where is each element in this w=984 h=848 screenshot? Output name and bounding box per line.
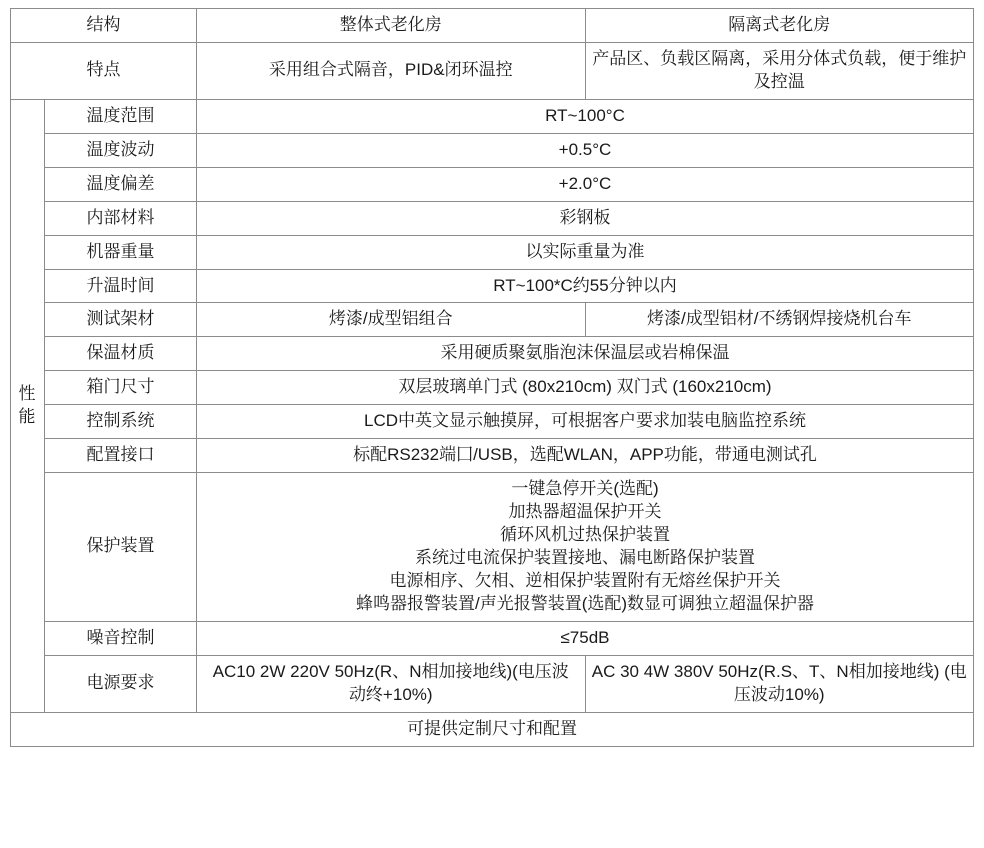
row-value-protection: [197, 473, 974, 622]
row-label-test-rack: 测试架材: [45, 303, 197, 337]
protection-line: 电源相序、欠相、逆相保护装置附有无熔丝保护开关: [389, 570, 781, 590]
table-row-temp-range: [11, 99, 974, 133]
row-label-temp-range: 温度范围: [45, 99, 197, 133]
row-label-door-size: 箱门尺寸: [45, 371, 197, 405]
row-value-temp-range: RT~100°C: [197, 99, 974, 133]
row-value-noise: ≤75dB: [197, 621, 974, 655]
header-structure: 结构: [11, 9, 197, 43]
row-value-test-rack-isolated: 烤漆/成型铝材/不绣钢焊接烧机台车: [585, 303, 974, 337]
row-value-interface: 标配RS232端囗/USB，选配WLAN，APP功能，带通电测试孔: [197, 439, 974, 473]
row-value-machine-weight: 以实际重量为准: [197, 235, 974, 269]
row-label-interface: 配置接口: [45, 439, 197, 473]
protection-line: 蜂鸣器报警装置/声光报警装置(选配)数显可调独立超温保护器: [355, 593, 815, 613]
row-label-noise: 噪音控制: [45, 621, 197, 655]
table-header-row: [11, 9, 974, 43]
row-value-door-size: 双层玻璃单门式 (80x210cm) 双门式 (160x210cm): [197, 371, 974, 405]
table-row-machine-weight: [11, 235, 974, 269]
table-row-feature: [11, 42, 974, 99]
table-row-insulation: [11, 337, 974, 371]
row-value-temp-deviation: +2.0°C: [197, 167, 974, 201]
table-row-footer: [11, 712, 974, 746]
table-row-interface: [11, 439, 974, 473]
table-row-power: [11, 655, 974, 712]
protection-line: 加热器超温保护开关: [508, 502, 662, 522]
protection-line: 循环风机过热保护装置: [500, 525, 670, 544]
header-isolated-room: 隔离式老化房: [585, 9, 974, 43]
row-label-control-system: 控制系统: [45, 405, 197, 439]
row-label-inner-material: 内部材料: [45, 201, 197, 235]
row-label-temp-deviation: 温度偏差: [45, 167, 197, 201]
row-label-insulation: 保温材质: [45, 337, 197, 371]
row-label-feature: 特点: [11, 42, 197, 99]
row-value-temp-fluctuation: +0.5°C: [197, 133, 974, 167]
table-row-inner-material: [11, 201, 974, 235]
protection-line: 系统过电流保护装置接地、漏电断路保护装置: [415, 547, 755, 567]
table-row-control-system: [11, 405, 974, 439]
row-value-insulation: 采用硬质聚氨脂泡沫保温层或岩棉保温: [197, 337, 974, 371]
feature-integrated: 采用组合式隔音，PID&闭环温控: [197, 42, 586, 99]
table-row-noise: [11, 621, 974, 655]
row-label-machine-weight: 机器重量: [45, 235, 197, 269]
protection-line: 一键急停开关(选配): [511, 479, 659, 499]
row-value-test-rack-integrated: 烤漆/成型铝组合: [197, 303, 586, 337]
table-row-door-size: [11, 371, 974, 405]
table-row-test-rack: [11, 303, 974, 337]
row-label-heating-time: 升温时间: [45, 269, 197, 303]
header-integrated-room: 整体式老化房: [197, 9, 586, 43]
table-row-temp-deviation: [11, 167, 974, 201]
row-value-inner-material: 彩钢板: [197, 201, 974, 235]
side-label-performance: 性能: [11, 99, 45, 712]
row-value-power-integrated: AC10 2W 220V 50Hz(R、N相加接地线)(电压波 动终+10%): [197, 655, 586, 712]
feature-isolated: 产品区、负载区隔离，采用分体式负载，便于维护及控温: [585, 42, 974, 99]
row-value-power-isolated: AC 30 4W 380V 50Hz(R.S、T、N相加接地线) (电压波动10%): [585, 655, 974, 712]
row-value-control-system: LCD中英文显示触摸屏，可根据客户要求加装电脑监控系统: [197, 405, 974, 439]
row-label-temp-fluctuation: 温度波动: [45, 133, 197, 167]
row-value-heating-time: RT~100*C约55分钟以内: [197, 269, 974, 303]
table-row-protection: [11, 473, 974, 622]
specification-table: [10, 8, 974, 747]
row-label-protection: 保护装置: [45, 473, 197, 622]
footer-note: 可提供定制尺寸和配置: [11, 712, 974, 746]
table-row-heating-time: [11, 269, 974, 303]
row-label-power: 电源要求: [45, 655, 197, 712]
table-row-temp-fluctuation: [11, 133, 974, 167]
